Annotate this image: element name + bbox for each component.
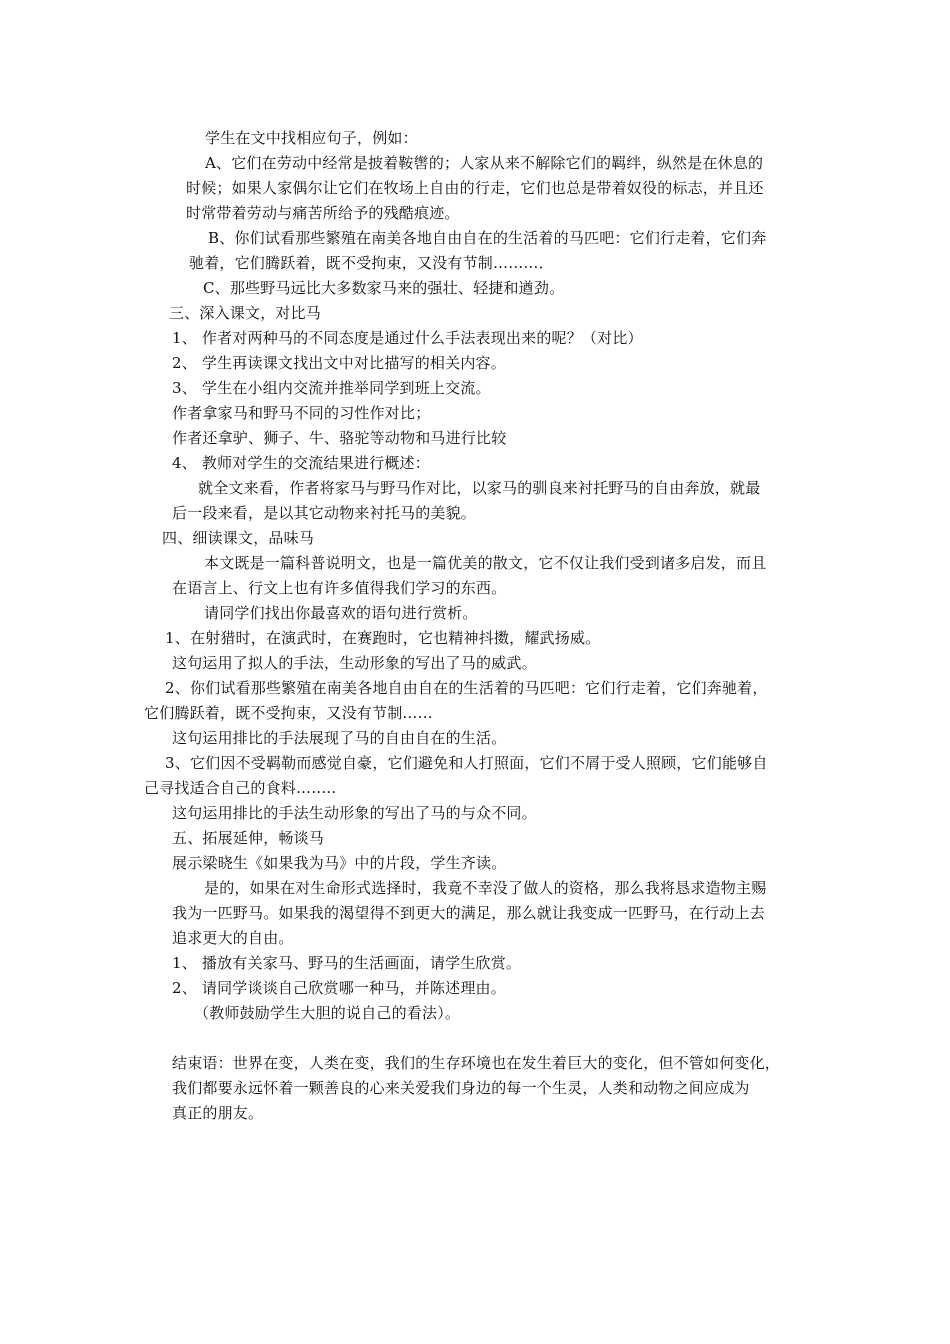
closing-line: 真正的朋友。 [172,1104,264,1122]
section-heading: 四、细读课文，品味马 [162,529,315,547]
text-line: 后一段来看，是以其它动物来衬托马的美貌。 [172,504,477,522]
text-line: 这句运用排比的手法展现了马的自由自在的生活。 [172,729,507,747]
text-line: 学生在文中找相应句子，例如： [205,129,418,147]
list-item: 1、 播放有关家马、野马的生活画面，请学生欣赏。 [172,954,522,972]
section-heading: 三、深入课文，对比马 [169,304,322,322]
list-item: 1、 作者对两种马的不同态度是通过什么手法表现出来的呢？（对比） [172,329,643,347]
text-line: A、它们在劳动中经常是披着鞍辔的；人家从来不解除它们的羁绊，纵然是在休息的 [205,154,764,172]
text-line: 这句运用了拟人的手法，生动形象的写出了马的威武。 [172,654,537,672]
text-line: 本文既是一篇科普说明文，也是一篇优美的散文，它不仅让我们受到诸多启发，而且 [204,554,767,572]
list-item: 2、你们试看那些繁殖在南美各地自由自在的生活着的马匹吧：它们行走着，它们奔驰着， [165,679,768,697]
quote-line: 我为一匹野马。如果我的渴望得不到更大的满足，那么就让我变成一匹野马，在行动上去 [172,904,765,922]
quote-line: 追求更大的自由。 [172,929,294,947]
list-item: 2、 学生再读课文找出文中对比描写的相关内容。 [172,354,506,372]
quote-line: 是的，如果在对生命形式选择时，我竟不幸没了做人的资格，那么我将恳求造物主赐 [204,879,767,897]
list-item: 2、 请同学谈谈自己欣赏哪一种马，并陈述理由。 [172,979,506,997]
text-line: 驰着，它们腾跃着，既不受拘束，又没有节制………． [189,254,554,272]
text-line: 这句运用排比的手法生动形象的写出了马的与众不同。 [172,804,537,822]
text-line: 请同学们找出你最喜欢的语句进行赏析。 [204,604,478,622]
list-item: 1、在射猎时，在演武时，在赛跑时，它也精神抖擞，耀武扬威。 [165,629,601,647]
text-line: 展示梁晓生《如果我为马》中的片段，学生齐读。 [172,854,507,872]
text-line: 就全文来看，作者将家马与野马作对比，以家马的驯良来衬托野马的自由奔放，就最 [198,479,761,497]
list-item: 4、 教师对学生的交流结果进行概述： [172,454,430,472]
text-line: C、那些野马远比大多数家马来的强壮、轻捷和遒劲。 [203,279,565,297]
text-line: 作者拿家马和野马不同的习性作对比； [172,404,431,422]
closing-line: 结束语：世界在变，人类在变，我们的生存环境也在发生着巨大的变化，但不管如何变化， [172,1054,781,1072]
section-heading: 五、拓展延伸，畅谈马 [172,829,325,847]
list-item: 3、 学生在小组内交流并推举同学到班上交流。 [172,379,491,397]
text-line: 它们腾跃着，既不受拘束，又没有节制…… [144,704,433,722]
text-line: 时候；如果人家偶尔让它们在牧场上自由的行走，它们也总是带着奴役的标志，并且还 [186,179,764,197]
text-line: 己寻找适合自己的食料…….. [144,779,337,797]
closing-line: 我们都要永远怀着一颗善良的心来关爱我们身边的每一个生灵，人类和动物之间应成为 [172,1079,750,1097]
text-line: 时常带着劳动与痛苦所给予的残酷痕迹。 [186,204,460,222]
text-line: 在语言上、行文上也有许多值得我们学习的东西。 [172,579,507,597]
text-line: 作者还拿驴、狮子、牛、骆驼等动物和马进行比较 [172,429,507,447]
text-line: （教师鼓励学生大胆的说自己的看法）。 [194,1004,461,1022]
list-item: 3、它们因不受羁勒而感觉自豪，它们避免和人打照面，它们不屑于受人照顾，它们能够自 [165,754,768,772]
text-line: B、你们试看那些繁殖在南美各地自由自在的生活着的马匹吧：它们行走着，它们奔 [208,229,767,247]
